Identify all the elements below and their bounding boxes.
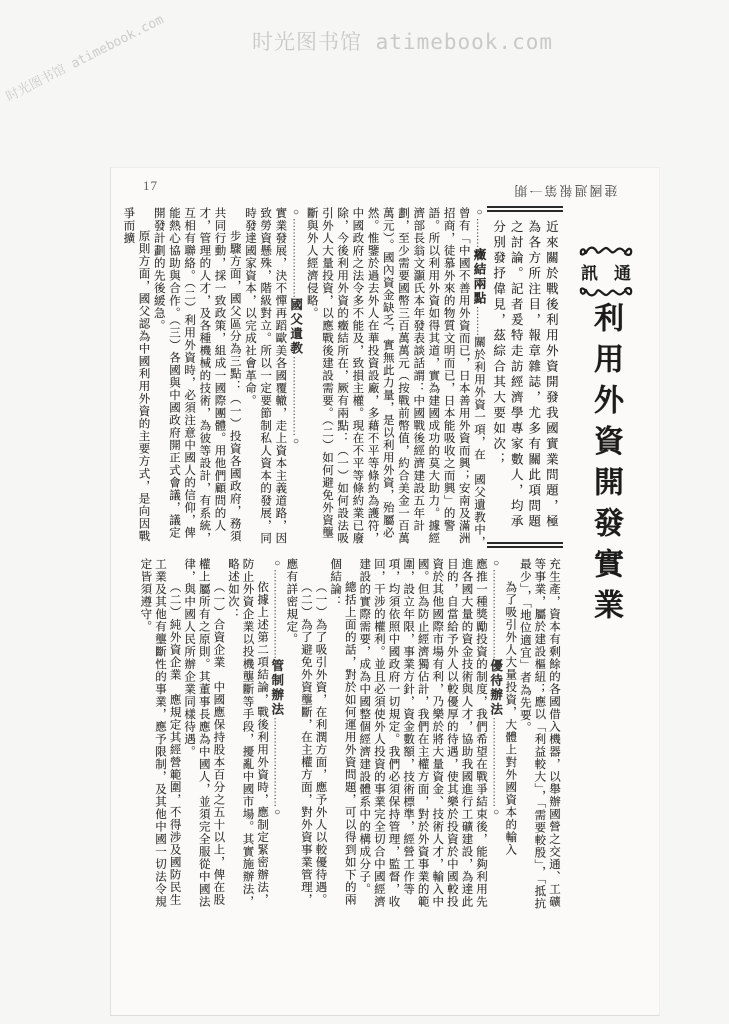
paragraph: 原則方面，國父認為中國利用外資的主要方式，是向因戰爭而擴 (122, 207, 150, 543)
paragraph: 應推一種獎勵投資的制度，我們希望在戰爭結束後，能夠利用先進各國大量的資金技術與人才，協助我國進行工礦建設，為達此目的，自當給予外人以較優厚的待遇，使其樂於投資於中國較投資於其他國際市場有利，乃樂於將大量資金、技術人才，輸入中國。但為防止經濟獨佔計，我們在主權方面，對於外資事業的範圍，設立年限，事業方針，資金數額，技術標準，經營工作等項，均須依照中國政府一切規定。我們必須保持管理，監督，收回，干涉的權利。並且必須使外人投資的事業完全切合中國經濟建設的實際需要，成為中國整個經濟建設體系中的構成分子。 (358, 558, 488, 908)
paragraph: 為了吸引外人大量投資，大體上對外國資本的輸入 (504, 581, 517, 856)
paragraph: 依據上述第二項結論，戰後利用外資時，應制定緊密辦法，防止外資企業以投機壟斷等手段，擾亂中國市場。其實施辦法，略述如次： (226, 558, 269, 908)
lower-text-band (117, 558, 561, 910)
upper-text-band (117, 207, 487, 549)
masthead-box (577, 244, 635, 299)
scroll-ornament-top-icon (579, 244, 633, 257)
scanned-page (110, 167, 660, 1016)
section-heading: ○………癥結兩點……… (472, 207, 486, 336)
running-head-upside-down: 建國週報第一期 (512, 183, 618, 198)
watermark-diagonal: 时光图书馆 atimebook.com (3, 12, 167, 105)
scroll-ornament-bottom-icon (579, 286, 633, 299)
paragraph: 總括上面的話，對於如何運用外資問題，可以得到如下的兩個結論： (329, 558, 356, 906)
paragraph: （一）為了吸引外資，在利潤方面，應予外人以較優待遇。 (314, 581, 327, 906)
paragraph: 充生產，資本有剩餘的各國借入機器，以舉辦國營之交通、工礦等事業，屬於建設樞紐；應以「利益較大」，「需要較殷」，「抵抗最少」，「地位適宜」者為先要。 (518, 558, 560, 910)
section-label-char-2: 訊 (581, 264, 598, 283)
paragraph: ○………癥結兩點………關於利用外資一項，在 國父遺教中，曾有「中國不善用外資而已，日本善用外資而興；安南及滿洲招商，徒慕外來的物質文明而已，日本能吸收之而興」的警語。所以利用外資如得其道，實為建國成功的莫大助力。據經濟部長翁文灝氏本年發表談話謂：中國戰後經濟建設五年計劃，至少需要國幣三百萬萬元（按戰前幣值，約合美金一百萬萬元）。國內資金缺乏，實無此力量，是以利用外資，殆屬必然。惟鑒於過去外人在華投資設廠，多藉不平等條約為護符，中國政府之法令多不能及，致損主權。現在不平等條約業已廢除，今後利用外資的癥結所在，厥有兩點：（一）如何設法吸引外人大量投資，以應戰後建設需要。（二）如何避免外資壟斷與外人經濟侵略。 (305, 207, 486, 549)
paragraph: 步驟方面，國父區分為三點：（一）投資各國政府，務須共同行動，採一致政策，組成一國際團體。用他們顧問的人才，管理的人才，及各種機械的技術，為彼等設計，有系統，互相有聯絡。（二）利用外資時，必須注意中國人的信仰，俾能熱心協助與合作。（三）各國與中國政府開正式會議，議定開發計劃的先後緩急。 (152, 207, 241, 545)
section-heading: ○……………………國父遺教……………………○ (288, 207, 303, 447)
paragraph: （二）純外資企業 應規定其經營範圍，不得涉及國防民生工業及其他有壟斷性的事業，應予限制，及其他中國一切法令規定皆須遵守。 (139, 558, 181, 908)
intro-text: 近來關於戰後利用外資開發我國實業問題，極為各方所注目，報章雜誌，尤多有關此項問題之討論。記者爰特走訪經濟學專家數人，均承分別發抒偉見，茲綜合其大要如次； (491, 220, 559, 530)
section-label (577, 257, 635, 286)
paragraph: （一）合資企業 中國應保持股本百分之五十以上，俾在股權上屬所有之原則。其董事長應為中國人，並須完全服從中國法律，與中國人民所辦企業同樣待遇。 (183, 558, 225, 908)
section-heading: ○………………………優待辦法………………………○ (488, 558, 503, 818)
section-heading: ○………………………管制辦法………………………○ (269, 558, 284, 818)
watermark-top: 时光图书馆 atimebook.com (252, 30, 554, 54)
article-title: 利用外資開發實業 (589, 302, 622, 630)
intro-box (487, 206, 563, 548)
paragraph: （二）為了避免外資壟斷，在主權方面，對外資事業管理，應有詳密規定。 (285, 558, 312, 906)
page-number: 17 (143, 178, 158, 193)
section-label-char-1: 通 (614, 264, 631, 283)
paragraph: 實業發展，決不憚再蹈歐美各國覆轍，走上資本主義道路，因致勞資懸殊，階級對立。所以一定要節制私人資本的發展，同時發達國家資本，以完成社會革命。 (243, 207, 287, 545)
